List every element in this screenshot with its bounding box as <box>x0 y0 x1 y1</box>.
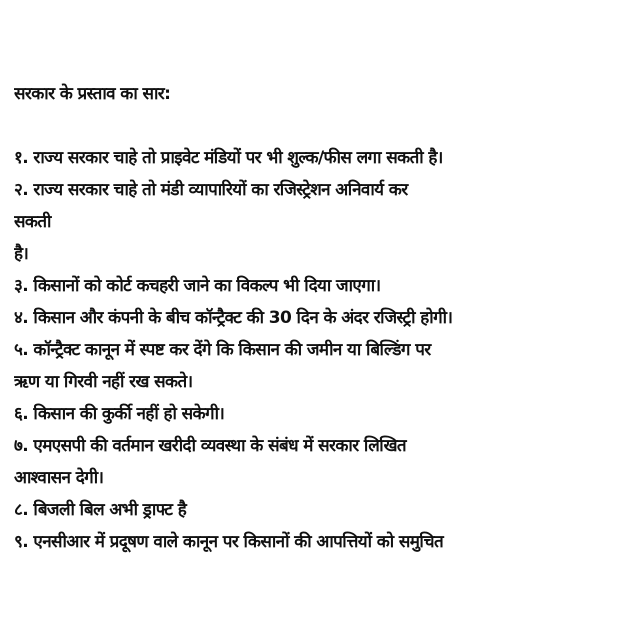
point-3-line: ३. किसानों को कोर्ट कचहरी जाने का विकल्प भी दिया जाएगा। <box>14 276 381 296</box>
point-5-line-1: ५. कॉन्ट्रैक्ट कानून में स्पष्ट कर देंगे कि किसान की जमीन या बिल्डिंग पर <box>14 340 431 360</box>
point-5-line-2: ऋण या गिरवी नहीं रख सकते। <box>14 372 193 392</box>
point-1-line: १. राज्य सरकार चाहे तो प्राइवेट मंडियों पर भी शुल्क/फीस लगा सकती है। <box>14 148 443 168</box>
point-2-line-2: सकती <box>14 212 51 232</box>
point-8-line: ८. बिजली बिल अभी ड्राफ्ट है <box>14 500 187 520</box>
point-2-line-3: है। <box>14 244 29 264</box>
point-9-line: ९. एनसीआर में प्रदूषण वाले कानून पर किसानों की आपत्तियों को समुचित <box>14 532 444 552</box>
point-2-line-1: २. राज्य सरकार चाहे तो मंडी व्यापारियों का रजिस्ट्रेशन अनिवार्य कर <box>14 180 408 200</box>
point-7-line-2: आश्वासन देगी। <box>14 468 104 488</box>
point-6-line: ६. किसान की कुर्की नहीं हो सकेगी। <box>14 404 225 424</box>
document-title: सरकार के प्रस्ताव का सार: <box>14 84 171 104</box>
point-4-line: ४. किसान और कंपनी के बीच कॉन्ट्रैक्ट की 30 दिन के अंदर रजिस्ट्री होगी। <box>14 308 453 328</box>
point-7-line-1: ७. एमएसपी की वर्तमान खरीदी व्यवस्था के संबंध में सरकार लिखित <box>14 436 407 456</box>
document-body <box>14 78 630 638</box>
